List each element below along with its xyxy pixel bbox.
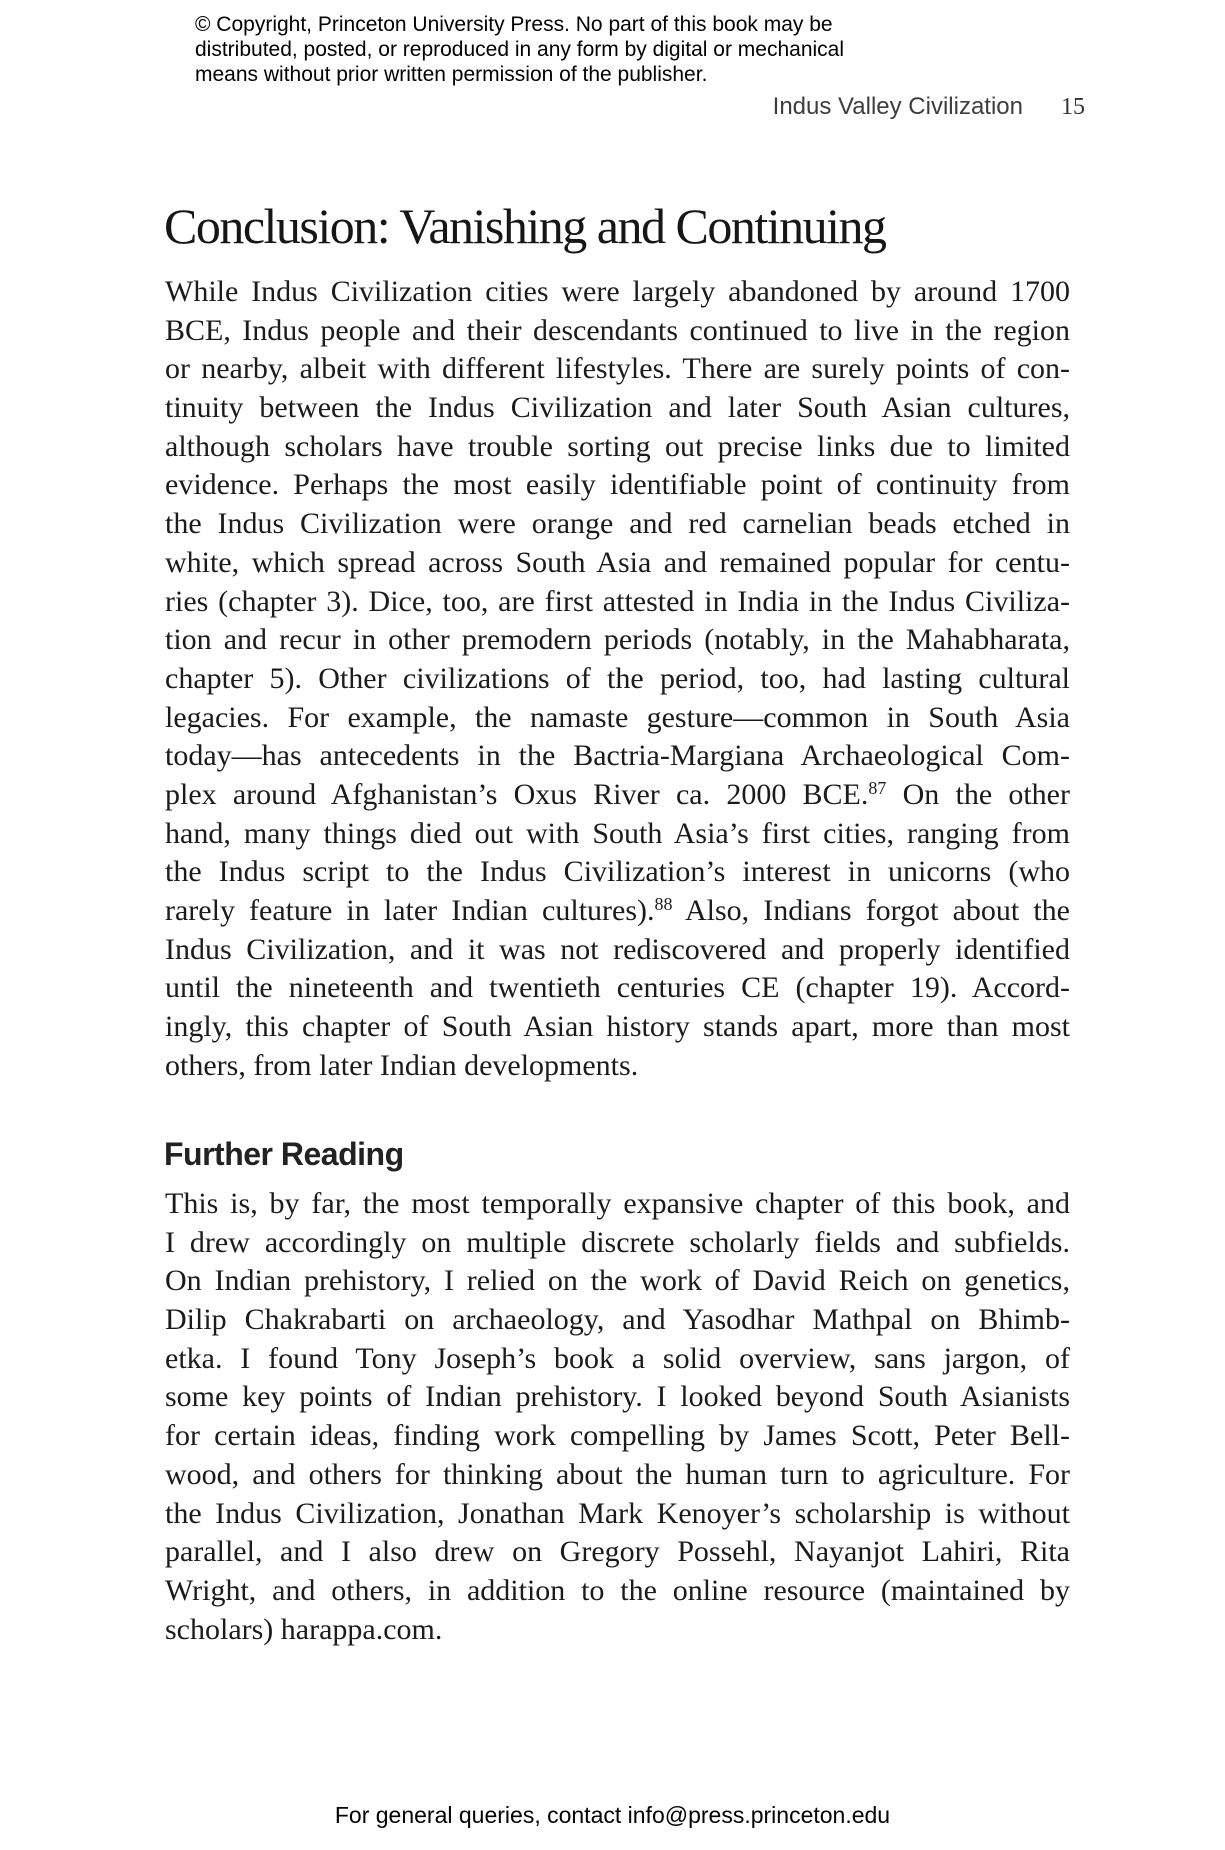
text-line: [165, 776, 1070, 815]
text-line: This is, by far, the most temporally expansive chapter of this book, and: [165, 1187, 1070, 1220]
copyright-line: distributed, posted, or reproduced in any form by digital or mechanical: [195, 38, 845, 61]
text-line: etka. I found Tony Joseph’s book a solid overview, sans jargon, of: [165, 1341, 1070, 1375]
text-segment: plex around Afghanistan’s Oxus River ca. 2000 BCE.: [165, 777, 869, 811]
text-line: the Indus script to the Indus Civilization’s interest in unicorns (who: [165, 855, 1070, 889]
running-head: [773, 93, 1085, 121]
text-line: Dilip Chakrabarti on archaeology, and Yasodhar Mathpal on Bhimb-: [165, 1303, 1070, 1337]
text-segment: Also, Indians forgot about the: [672, 894, 1070, 927]
text-line: ries (chapter 3). Dice, too, are first attested in India in the Indus Civiliza-: [165, 584, 1070, 618]
text-line: parallel, and I also drew on Gregory Possehl, Nayanjot Lahiri, Rita: [165, 1535, 1070, 1569]
text-line: wood, and others for thinking about the human turn to agriculture. For: [165, 1457, 1070, 1491]
text-line: tion and recur in other premodern periods (notably, in the Mahabharata,: [165, 623, 1070, 657]
text-line: legacies. For example, the namaste gesture—common in South Asia: [165, 700, 1070, 734]
text-line: for certain ideas, finding work compelling by James Scott, Peter Bell-: [165, 1419, 1070, 1453]
running-head-chapter: Indus Valley Civilization: [772, 93, 1023, 120]
text-line: tinuity between the Indus Civilization and later South Asian cultures,: [165, 391, 1070, 425]
text-line: the Indus Civilization were orange and red carnelian beads etched in: [165, 507, 1070, 541]
page-footer: [0, 1802, 1225, 1829]
text-line: Wright, and others, in addition to the online resource (maintained by: [165, 1573, 1070, 1607]
copyright-notice: [195, 12, 935, 87]
text-line: white, which spread across South Asia and remained popular for centu-: [165, 545, 1070, 579]
text-line: Indus Civilization, and it was not rediscovered and properly identified: [165, 932, 1070, 966]
copyright-line: © Copyright, Princeton University Press. No part of this book may be: [195, 13, 833, 36]
text-line: chapter 5). Other civilizations of the period, too, had lasting cultural: [165, 661, 1070, 695]
page-number: 15: [1061, 94, 1085, 120]
further-reading-heading: Further Reading: [164, 1136, 404, 1172]
text-segment: rarely feature in later Indian cultures).: [165, 894, 655, 927]
text-line: hand, many things died out with South Asia’s first cities, ranging from: [165, 816, 1070, 850]
text-line: others, from later Indian developments.: [165, 1048, 639, 1082]
footer-text: For general queries, contact: [334, 1802, 628, 1828]
contact-email: info@press.princeton.edu: [627, 1802, 891, 1828]
text-line: some key points of Indian prehistory. I looked beyond South Asianists: [165, 1380, 1070, 1414]
text-line: the Indus Civilization, Jonathan Mark Kenoyer’s scholarship is without: [165, 1496, 1070, 1530]
text-line: ingly, this chapter of South Asian history stands apart, more than most: [165, 1010, 1070, 1044]
text-line: today—has antecedents in the Bactria-Margiana Archaeological Com-: [165, 739, 1070, 773]
text-line: until the nineteenth and twentieth centuries CE (chapter 19). Accord-: [165, 971, 1070, 1005]
copyright-line: means without prior written permission of the publisher.: [195, 63, 708, 86]
text-line: I drew accordingly on multiple discrete scholarly fields and subfields.: [165, 1225, 1070, 1259]
text-line: BCE, Indus people and their descendants continued to live in the region: [165, 313, 1070, 347]
text-line: or nearby, albeit with different lifestyles. There are surely points of con-: [165, 352, 1070, 386]
paragraph-conclusion: [165, 273, 1070, 1085]
paragraph-further-reading: [165, 1185, 1070, 1649]
text-line: scholars) harappa.com.: [165, 1612, 443, 1646]
footnote-reference: 88: [654, 894, 673, 915]
text-line: although scholars have trouble sorting out precise links due to limited: [165, 429, 1070, 463]
footnote-reference: 87: [868, 778, 887, 799]
text-line: While Indus Civilization cities were largely abandoned by around 1700: [165, 275, 1070, 308]
section-title: Conclusion: Vanishing and Continuing: [164, 198, 886, 254]
text-segment: On the other: [886, 777, 1070, 811]
text-line: [165, 892, 1070, 931]
text-line: On Indian prehistory, I relied on the work of David Reich on genetics,: [165, 1264, 1070, 1298]
text-line: evidence. Perhaps the most easily identifiable point of continuity from: [165, 468, 1070, 502]
